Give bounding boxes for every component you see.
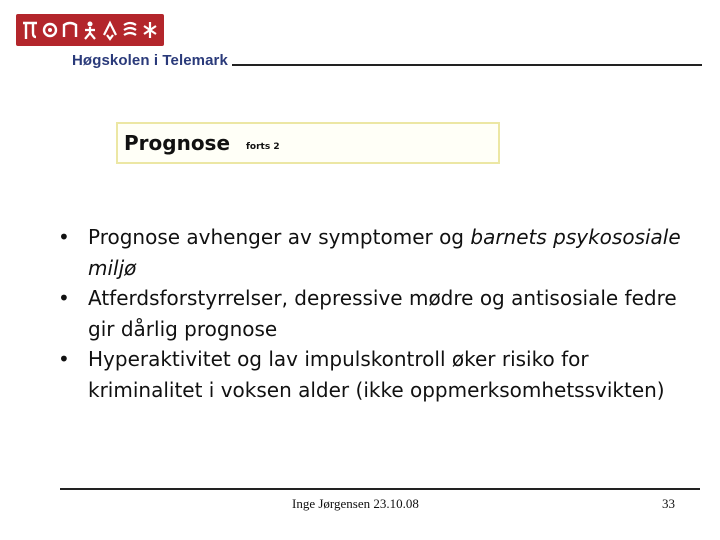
rune-glyph-3-icon (61, 19, 79, 41)
bullet-text: Prognose avhenger av symptomer og (88, 225, 471, 249)
slide-subtitle: forts 2 (246, 142, 280, 152)
rune-glyph-1-icon (21, 19, 39, 41)
hit-rune-logo-icon (16, 14, 164, 46)
slide-title: Prognose (124, 131, 231, 155)
footer-author-date: Inge Jørgensen 23.10.08 (292, 496, 419, 511)
rune-glyph-7-icon (141, 19, 159, 41)
rune-glyph-5-icon (101, 19, 119, 41)
bullet-emphasis: barnets psykososiale miljø (88, 225, 681, 280)
bullet-item (58, 283, 698, 344)
title-box (116, 122, 500, 164)
bullet-list (58, 222, 698, 405)
header-rule (232, 64, 702, 66)
bullet-marker: • (58, 225, 70, 249)
rune-glyph-6-icon (121, 19, 139, 41)
rune-glyph-4-icon (81, 19, 99, 41)
page-number: 33 (662, 496, 675, 511)
footer-rule (60, 488, 700, 490)
institution-name: Høgskolen i Telemark (72, 52, 228, 69)
bullet-item (58, 222, 698, 283)
bullet-text: Hyperaktivitet og lav impulskontroll øker risiko for kriminalitet i voksen alder (ikke oppmerksomhetssvikten) (88, 347, 665, 402)
bullet-marker: • (58, 347, 70, 371)
bullet-marker: • (58, 286, 70, 310)
bullet-item (58, 344, 698, 405)
rune-glyph-2-icon (41, 19, 59, 41)
bullet-text: Atferdsforstyrrelser, depressive mødre og antisosiale fedre gir dårlig prognose (88, 286, 677, 341)
